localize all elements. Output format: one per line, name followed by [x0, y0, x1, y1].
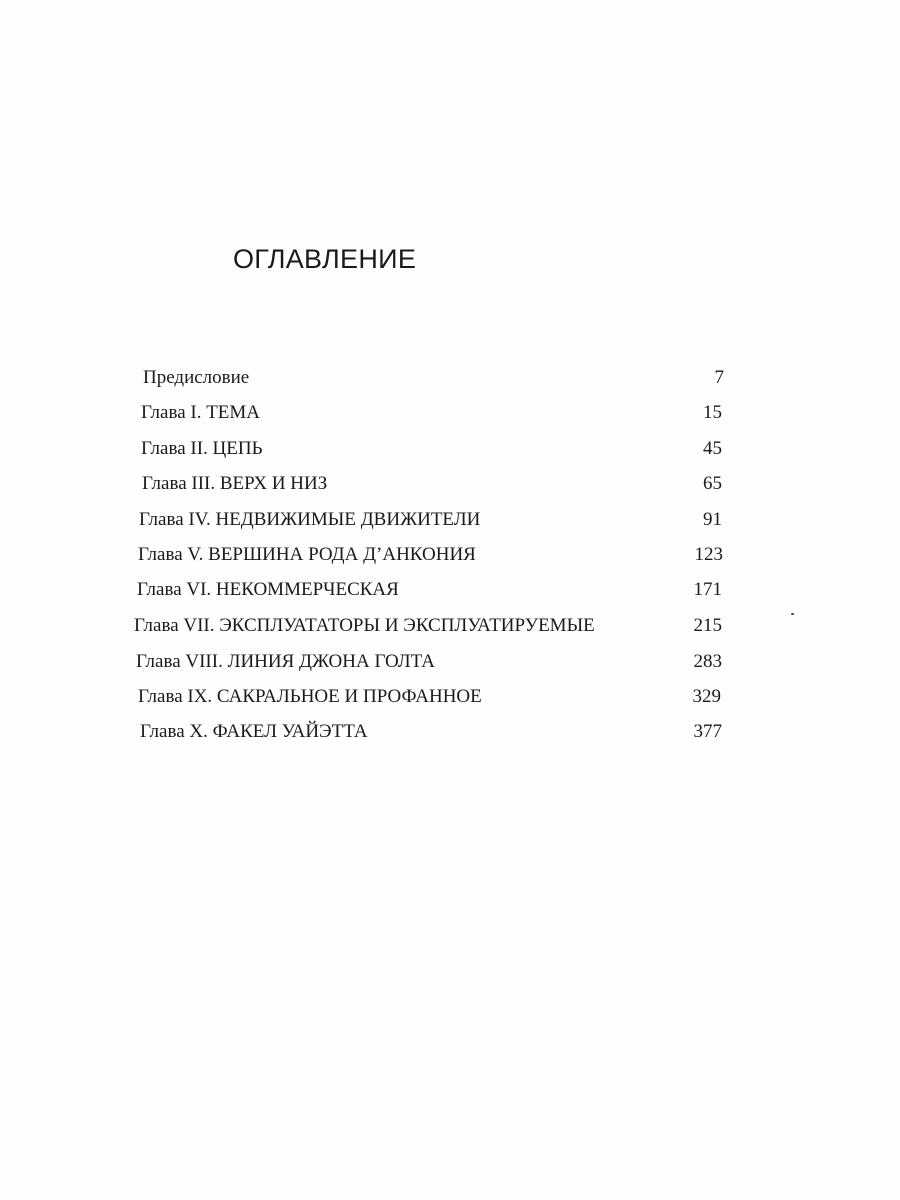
toc-entry-page: 329: [692, 686, 721, 707]
toc-entry-page: 171: [693, 579, 722, 600]
toc-entry-page: 283: [693, 651, 722, 672]
toc-entry-page: 65: [703, 473, 722, 494]
toc-entry: [141, 435, 722, 463]
toc-entry: [139, 506, 722, 534]
toc-title: ОГЛАВЛЕНИЕ: [233, 244, 417, 274]
toc-entry-title: Предисловие: [143, 367, 250, 388]
toc-entry-page: 7: [714, 367, 724, 388]
toc-entry-page: 45: [703, 438, 722, 459]
toc-entry: [137, 576, 722, 604]
toc-entry-page: 15: [703, 402, 722, 423]
toc-entry: [138, 541, 723, 569]
toc-entry-page: 91: [703, 509, 722, 530]
toc-entry-title: Глава III. ВЕРХ И НИЗ: [142, 473, 328, 494]
toc-entry-title: Глава IX. САКРАЛЬНОЕ И ПРОФАННОЕ: [138, 686, 482, 707]
toc-entry: [141, 399, 722, 427]
ink-speck: [791, 613, 794, 615]
toc-entry-title: Глава I. ТЕМА: [141, 402, 261, 423]
toc-entry-title: Глава VII. ЭКСПЛУАТАТОРЫ И ЭКСПЛУАТИРУЕМЫЕ: [134, 615, 595, 636]
toc-entry: [138, 683, 721, 711]
toc-entry-title: Глава V. ВЕРШИНА РОДА Д’АНКОНИЯ: [138, 544, 476, 565]
toc-entry-page: 377: [693, 721, 722, 742]
toc-entry: [134, 612, 722, 640]
toc-entry: [140, 718, 722, 746]
toc-entry: [143, 364, 724, 392]
toc-entry-title: Глава VIII. ЛИНИЯ ДЖОНА ГОЛТА: [136, 651, 436, 672]
toc-entry-page: 215: [693, 615, 722, 636]
toc-entry-title: Глава X. ФАКЕЛ УАЙЭТТА: [140, 721, 368, 742]
toc-entry-title: Глава II. ЦЕПЬ: [141, 438, 263, 459]
toc-entry-page: 123: [694, 544, 723, 565]
toc-entry: [142, 470, 722, 498]
toc-entry-title: Глава IV. НЕДВИЖИМЫЕ ДВИЖИТЕЛИ: [139, 509, 481, 530]
toc-entry: [136, 648, 722, 676]
toc-entry-title: Глава VI. НЕКОММЕРЧЕСКАЯ: [137, 579, 399, 600]
